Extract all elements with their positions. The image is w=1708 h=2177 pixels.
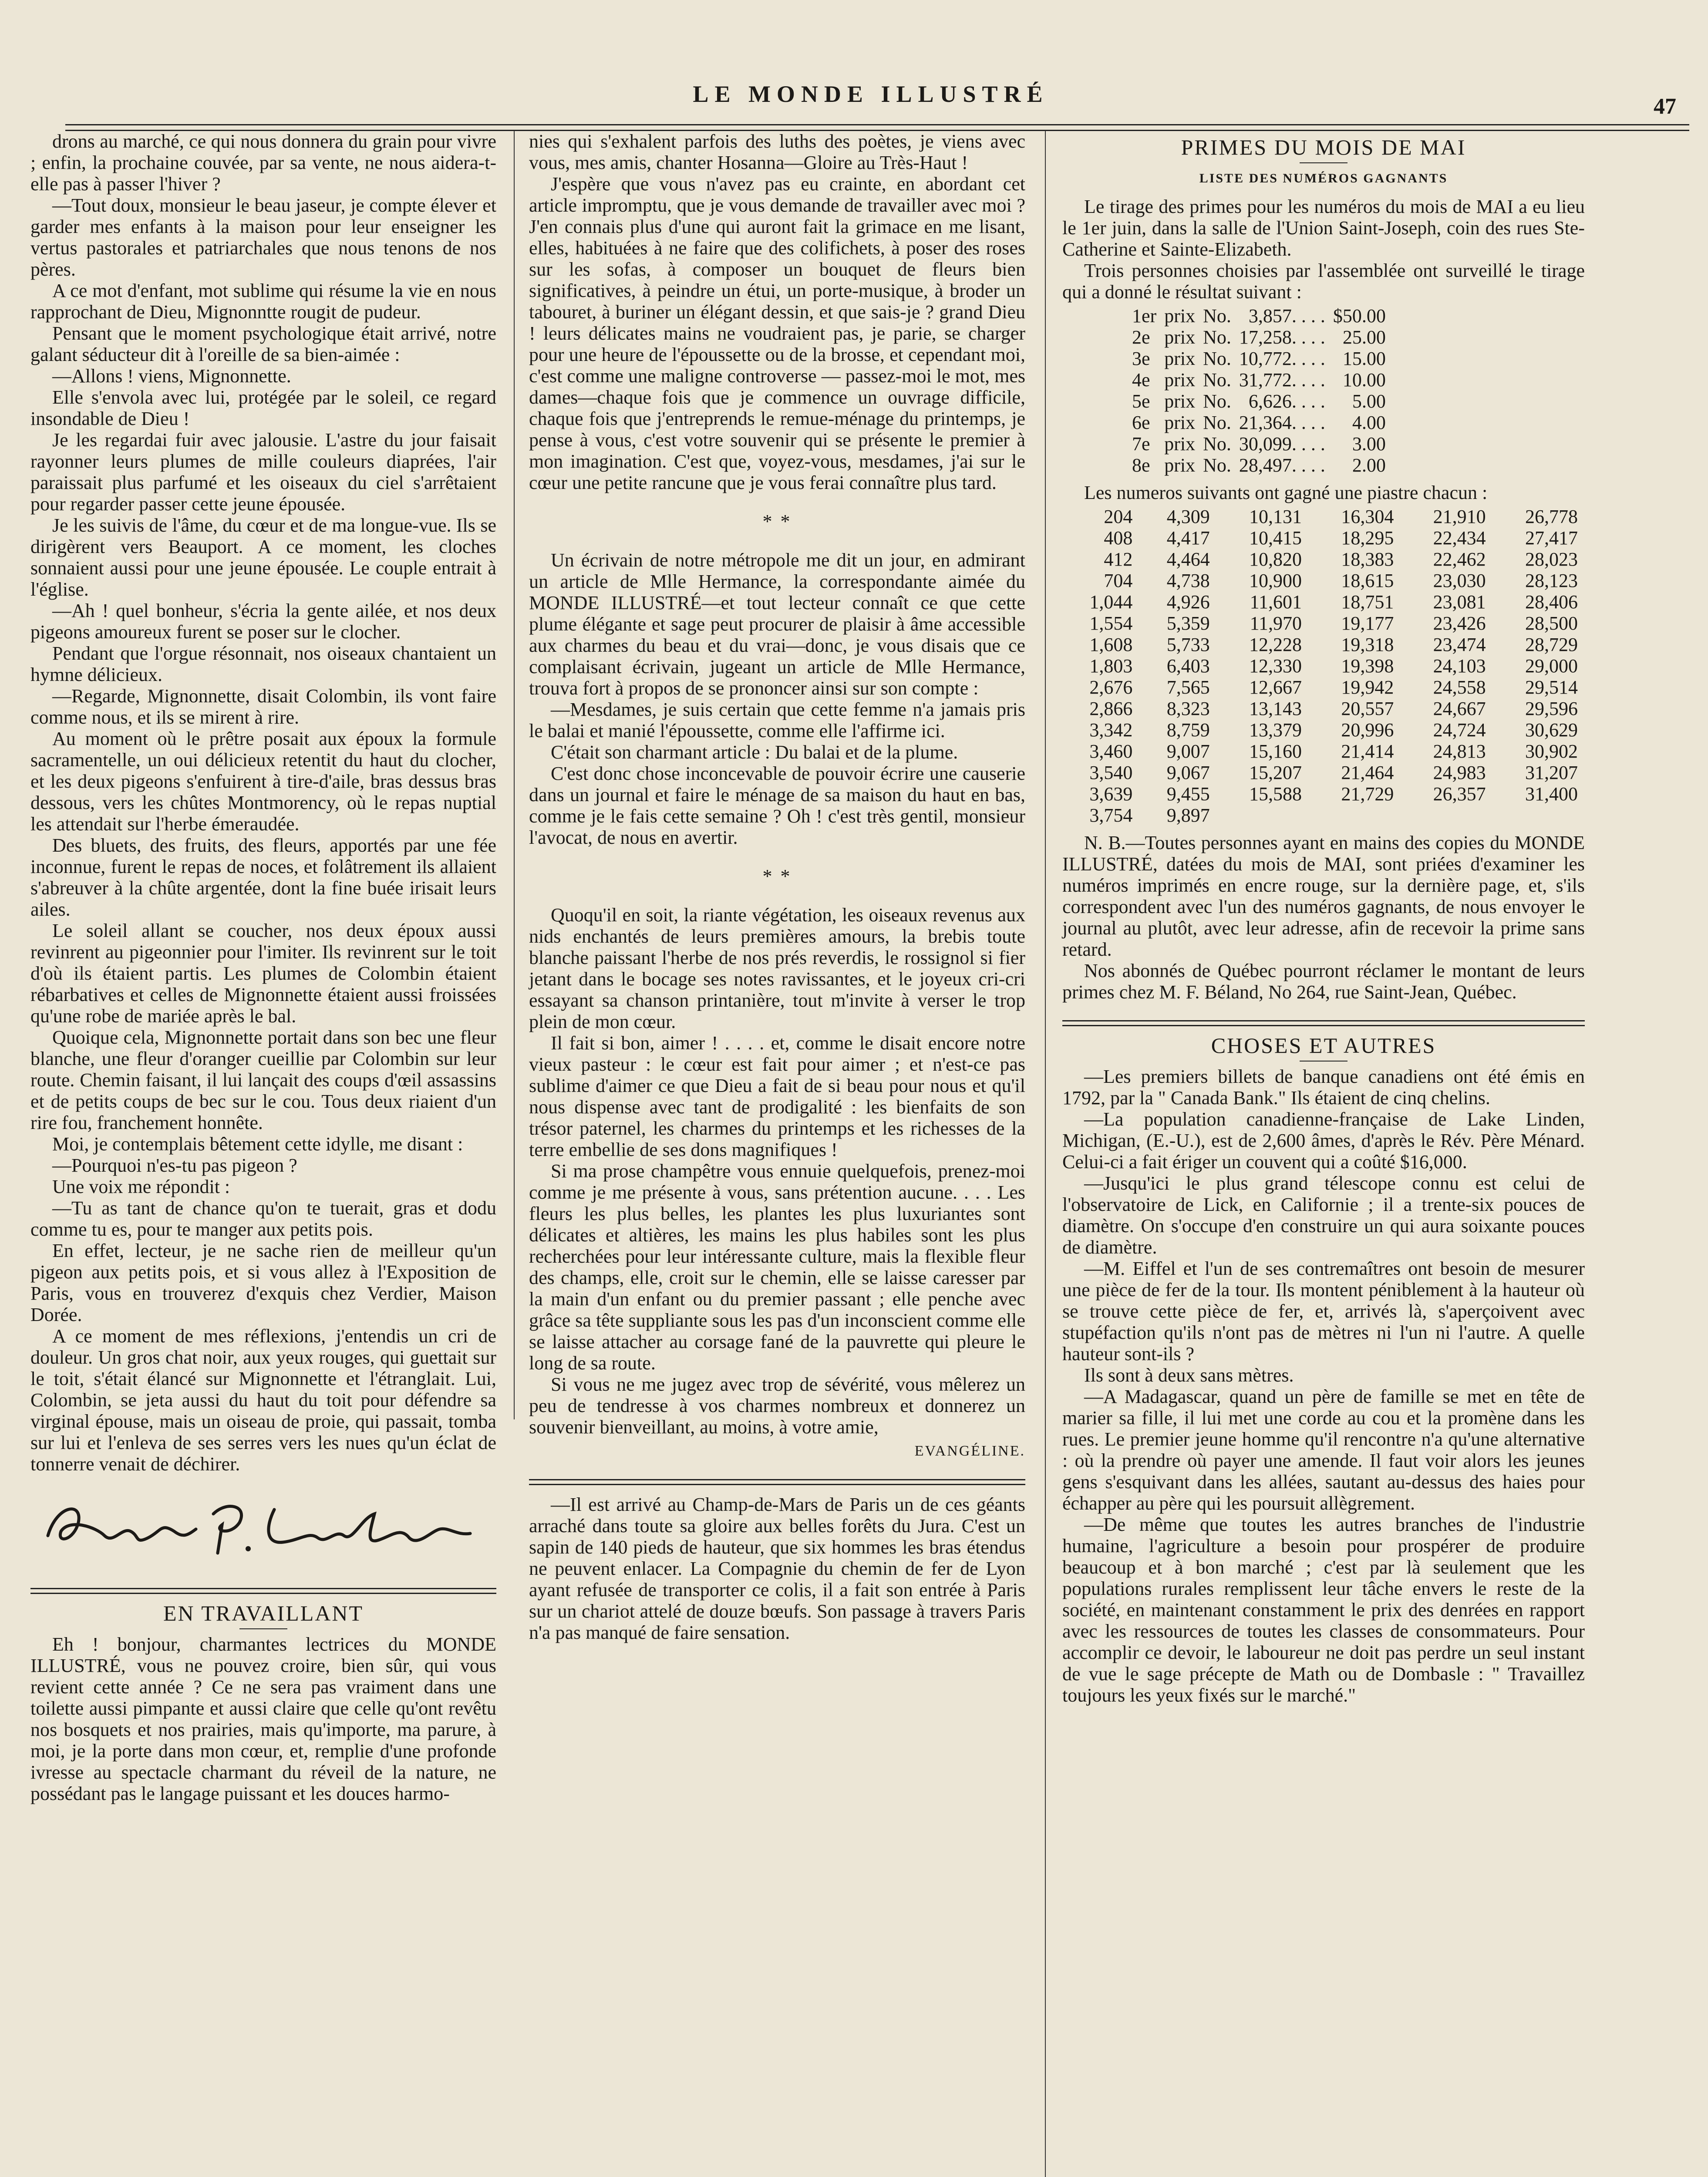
- paragraph: —A Madagascar, quand un père de famille se met en tête de marier sa fille, il lui met une corde au cou et la promène dans les rues. Le premier jeune homme qu'il rencontre n'a qu'une alternative : où la prendre où payer une amende. Il faut voir alors les jeunes gens s'esquivant dans les allées, sautant au-dessus des haies pour échapper au père qui les poursuit allègrement.: [1062, 1386, 1585, 1514]
- column-2: [529, 131, 1025, 1643]
- number-cell: 2,866: [1089, 698, 1133, 719]
- number-cell: 12,330: [1249, 655, 1302, 677]
- paragraph: Le soleil allant se coucher, nos deux époux aussi revinrent au pigeonnier pour l'imiter. Ils revinrent sur le toit d'où ils étaient partis. Les plumes de Colombin étaient rébarbatives et celles de Mignonnette étaient aussi froissées qu'une robe de mariée après le bal.: [30, 920, 496, 1027]
- paragraph: Eh ! bonjour, charmantes lectrices du MONDE ILLUSTRÉ, vous ne pouvez croire, bien sûr, qui vous revient cette année ? Ce ne sera pas vraiment dans une toilette aussi pimpante et aussi claire que celle qu'ont revêtu nos bosquets et nos prairies, mais qu'importe, ma parure, à moi, je la porte dans mon cœur, et, remplie d'une profonde ivresse au spectacle charmant du réveil de la nature, ne possédant pas le langage puissant et les douces harmo-: [30, 1634, 496, 1804]
- number-cell: 28,123: [1525, 570, 1578, 591]
- paragraph: Le tirage des primes pour les numéros du mois de MAI a eu lieu le 1er juin, dans la salle de l'Union Saint-Joseph, coin des rues Ste-Catherine et Sainte-Elizabeth.: [1062, 196, 1585, 260]
- paragraph: Les numeros suivants ont gagné une piastre chacun :: [1084, 482, 1488, 503]
- paragraph: Pensant que le moment psychologique était arrivé, notre galant séducteur dit à l'oreille de sa bien-aimée :: [30, 323, 496, 365]
- numbers-row: [1062, 634, 1585, 655]
- numbers-row: [1062, 591, 1585, 613]
- prize-row: [1132, 305, 1394, 327]
- number-cell: 10,900: [1249, 570, 1302, 591]
- number-cell: 3,639: [1089, 783, 1133, 805]
- handwritten-signature: [30, 1488, 496, 1570]
- prize-cell: 28,497. . . .: [1239, 455, 1325, 476]
- number-cell: 24,724: [1433, 719, 1486, 741]
- prize-cell: $50.00: [1333, 305, 1386, 327]
- prize-cell: prix: [1164, 348, 1196, 369]
- number-cell: 9,455: [1166, 783, 1210, 805]
- number-cell: 21,910: [1433, 506, 1486, 527]
- number-cell: 29,000: [1525, 655, 1578, 677]
- number-cell: 1,803: [1089, 655, 1133, 677]
- number-cell: 23,426: [1433, 613, 1486, 634]
- section-text: [30, 1634, 496, 1804]
- number-cell: 30,902: [1525, 741, 1578, 762]
- number-cell: 28,406: [1525, 591, 1578, 613]
- number-cell: 12,228: [1249, 634, 1302, 655]
- prize-cell: 3,857. . . .: [1248, 305, 1325, 327]
- prize-cell: 6,626. . . .: [1248, 391, 1325, 412]
- number-cell: 16,304: [1341, 506, 1394, 527]
- prize-cell: 10.00: [1342, 369, 1386, 391]
- number-cell: 10,820: [1249, 549, 1302, 570]
- prize-cell: 8e: [1132, 455, 1150, 476]
- paragraph: En effet, lecteur, je ne sache rien de meilleur qu'un pigeon aux petits pois, et si vous allez à l'Exposition de Paris, vous en trouverez d'exquis chez Verdier, Maison Dorée.: [30, 1240, 496, 1325]
- number-cell: 19,318: [1341, 634, 1394, 655]
- prize-cell: 15.00: [1342, 348, 1386, 369]
- header-rule: [65, 124, 1689, 131]
- prize-table: [1132, 305, 1394, 476]
- number-cell: 9,067: [1166, 762, 1210, 783]
- choses-title: CHOSES ET AUTRES: [1211, 1033, 1436, 1058]
- number-cell: 10,415: [1249, 527, 1302, 549]
- number-cell: 9,007: [1166, 741, 1210, 762]
- paragraph: Quoique cela, Mignonnette portait dans son bec une fleur blanche, une fleur d'oranger cueillie par Colombin sur leur route. Chemin faisant, il lui lançait des coups d'œil assassins et de petits coups de bec sur le cou. Tous deux riaient d'un rire fou, franchement honnête.: [30, 1027, 496, 1133]
- paragraph: drons au marché, ce qui nous donnera du grain pour vivre ; enfin, la prochaine couvée, par sa vente, ne nous aidera-t-elle pas à passer l'hiver ?: [30, 131, 496, 195]
- column-3: [1062, 131, 1585, 1706]
- number-cell: 26,357: [1433, 783, 1486, 805]
- number-cell: 4,926: [1166, 591, 1210, 613]
- paragraph: Si vous ne me jugez avec trop de sévérité, vous mêlerez un peu de tendresse à vos charmes nombreux et donnerez un souvenir bienveillant, au moins, à votre amie,: [529, 1374, 1025, 1438]
- prize-cell: prix: [1164, 305, 1196, 327]
- paragraph: Trois personnes choisies par l'assemblée ont surveillé le tirage qui a donné le résultat suivant :: [1062, 260, 1585, 303]
- number-cell: 408: [1104, 527, 1133, 549]
- paragraph: —M. Eiffel et l'un de ses contremaîtres ont besoin de mesurer une pièce de fer de la tour. Ils montent péniblement à la hauteur où se trouve cette pièce de fer, et, arrivés là, s'aperçoivent avec stupéfaction qu'ils n'ont pas de mètres ni l'un ni l'autre. A quelle hauteur sont-ils ?: [1062, 1258, 1585, 1365]
- prize-cell: 6e: [1132, 412, 1150, 433]
- prize-row: [1132, 327, 1394, 348]
- prize-cell: No.: [1203, 455, 1231, 476]
- number-cell: 28,500: [1525, 613, 1578, 634]
- number-cell: 3,540: [1089, 762, 1133, 783]
- numbers-row: [1062, 762, 1585, 783]
- number-cell: 4,464: [1166, 549, 1210, 570]
- paragraph: Un écrivain de notre métropole me dit un jour, en admirant un article de Mlle Hermance, la correspondante aimée du MONDE ILLUSTRÉ—et tout lecteur connaît ce que cette plume élégante et sage peut procurer de plaisir à âme accessible aux charmes du beau et du vrai—donc, je vous disais que ce complaisant écrivain, jugeant un article de Mlle Hermance, trouva fort à propos de se prononcer ainsi sur son compte :: [529, 549, 1025, 699]
- number-cell: 18,295: [1341, 527, 1394, 549]
- prize-row: [1132, 391, 1394, 412]
- numbers-row: [1062, 719, 1585, 741]
- numbers-row: [1062, 655, 1585, 677]
- prize-cell: 5.00: [1352, 391, 1386, 412]
- prize-cell: 1er: [1132, 305, 1157, 327]
- paragraph: —Tu as tant de chance qu'on te tuerait, gras et dodu comme tu es, pour te manger aux petits pois.: [30, 1197, 496, 1240]
- paragraph: Je les regardai fuir avec jalousie. L'astre du jour faisait rayonner leurs plumes de mille couleurs diaprées, l'air paraissait plus parfumé et les oiseaux du ciel s'arrêtaient pour regarder passer cette jeune épousée.: [30, 429, 496, 515]
- prize-row: [1132, 412, 1394, 433]
- paragraph: nies qui s'exhalent parfois des luths des poètes, je viens avec vous, mes amis, chanter Hosanna—Gloire au Très-Haut !: [529, 131, 1025, 173]
- paragraph: —Ah ! quel bonheur, s'écria la gente ailée, et nos deux pigeons amoureux furent se poser sur le clocher.: [30, 600, 496, 643]
- prize-cell: 3e: [1132, 348, 1150, 369]
- number-cell: 4,738: [1166, 570, 1210, 591]
- prize-cell: 5e: [1132, 391, 1150, 412]
- number-cell: 412: [1104, 549, 1133, 570]
- number-cell: 31,400: [1525, 783, 1578, 805]
- section-title: EN TRAVAILLANT: [163, 1601, 364, 1625]
- number-cell: 10,131: [1249, 506, 1302, 527]
- number-cell: 26,778: [1525, 506, 1578, 527]
- number-cell: 5,733: [1166, 634, 1210, 655]
- numbers-row: [1062, 613, 1585, 634]
- column-divider: [1045, 131, 1046, 2177]
- prize-cell: No.: [1203, 433, 1231, 455]
- paragraph: —Mesdames, je suis certain que cette femme n'a jamais pris le balai et manié l'époussette, comme elle l'affirme ici.: [529, 699, 1025, 741]
- paragraph: —Jusqu'ici le plus grand télescope connu est celui de l'observatoire de Lick, en Californie ; il a trente-six pouces de diamètre. On s'occupe d'en construire un qui aura soixante pouces de diamètre.: [1062, 1173, 1585, 1258]
- prize-row: [1132, 433, 1394, 455]
- short-rule: [1300, 162, 1348, 163]
- number-cell: 19,398: [1341, 655, 1394, 677]
- prize-cell: No.: [1203, 327, 1231, 348]
- paragraph: Ils sont à deux sans mètres.: [1084, 1365, 1294, 1386]
- prize-cell: prix: [1164, 433, 1196, 455]
- number-cell: 11,601: [1250, 591, 1302, 613]
- number-cell: 11,970: [1250, 613, 1302, 634]
- prize-cell: 3.00: [1352, 433, 1386, 455]
- prize-cell: 21,364. . . .: [1239, 412, 1325, 433]
- number-cell: 7,565: [1166, 677, 1210, 698]
- prize-cell: prix: [1164, 455, 1196, 476]
- short-rule: [1300, 1061, 1348, 1062]
- number-cell: 18,383: [1341, 549, 1394, 570]
- number-cell: 4,417: [1166, 527, 1210, 549]
- paragraph: Moi, je contemplais bêtement cette idylle, me disant :: [52, 1133, 463, 1155]
- number-cell: 6,403: [1166, 655, 1210, 677]
- numbers-row: [1062, 570, 1585, 591]
- number-cell: [1309, 805, 1401, 826]
- paragraph: —Tout doux, monsieur le beau jaseur, je compte élever et garder mes enfants à la maison pour leur enseigner les vertus pastorales et patriarchales que nous tenons de nos pères.: [30, 195, 496, 280]
- short-rule: [239, 1628, 287, 1629]
- prize-row: [1132, 348, 1394, 369]
- paragraph: —La population canadienne-française de Lake Linden, Michigan, (E.-U.), est de 2,600 âmes, d'après le Rév. Père Ménard. Celui-ci a fait ériger un couvent qui a coûté $16,000.: [1062, 1109, 1585, 1173]
- paragraph: Pendant que l'orgue résonnait, nos oiseaux chantaient un hymne délicieux.: [30, 643, 496, 685]
- number-cell: 24,103: [1433, 655, 1486, 677]
- section-separator: * *: [762, 511, 792, 532]
- paragraph: —Regarde, Mignonnette, disait Colombin, ils vont faire comme nous, et ils se mirent à rire.: [30, 685, 496, 728]
- number-cell: 4,309: [1166, 506, 1210, 527]
- number-cell: 1,554: [1089, 613, 1133, 634]
- primes-subtitle: LISTE DES NUMÉROS GAGNANTS: [1199, 171, 1448, 185]
- number-cell: 20,996: [1341, 719, 1394, 741]
- column-1: [30, 131, 496, 1804]
- paragraph: Quoqu'il en soit, la riante végétation, les oiseaux revenus aux nids enchantés de leurs premières amours, la brebis toute blanche paissant l'herbe de nos prés reverdis, le rossignol si fier jetant dans le bocage ses notes ravissantes, et le joyeux cri-cri essayant sa chanson printanière, tout m'invite à verser le trop plein de mon cœur.: [529, 904, 1025, 1032]
- number-cell: 27,417: [1525, 527, 1578, 549]
- number-cell: 24,558: [1433, 677, 1486, 698]
- number-cell: 24,667: [1433, 698, 1486, 719]
- masthead: LE MONDE ILLUSTRÉ: [693, 81, 1049, 107]
- page-header: [65, 81, 1676, 119]
- number-cell: 28,023: [1525, 549, 1578, 570]
- prize-cell: 4.00: [1352, 412, 1386, 433]
- prize-cell: prix: [1164, 369, 1196, 391]
- primes-title: PRIMES DU MOIS DE MAI: [1181, 135, 1466, 159]
- number-cell: 30,629: [1525, 719, 1578, 741]
- paragraph: N. B.—Toutes personnes ayant en mains des copies du MONDE ILLUSTRÉ, datées du mois de MAI, sont priées d'examiner les numéros imprimés en encre rouge, sur la dernière page, et, s'ils correspondent avec l'un des numéros gagnants, de nous envoyer le journal au plutôt, avec leur adresse, afin de recevoir la prime sans retard.: [1062, 832, 1585, 960]
- paragraph: —Pourquoi n'es-tu pas pigeon ?: [52, 1155, 297, 1176]
- number-cell: 18,615: [1341, 570, 1394, 591]
- prize-cell: 2.00: [1352, 455, 1386, 476]
- paragraph: —Allons ! viens, Mignonnette.: [52, 365, 291, 387]
- prize-cell: prix: [1164, 391, 1196, 412]
- prize-cell: No.: [1203, 369, 1231, 391]
- paragraph: Elle s'envola avec lui, protégée par le soleil, ce regard insondable de Dieu !: [30, 387, 496, 429]
- prize-cell: No.: [1203, 412, 1231, 433]
- numbers-row: [1062, 527, 1585, 549]
- number-cell: 23,474: [1433, 634, 1486, 655]
- number-cell: 3,460: [1089, 741, 1133, 762]
- paragraph: —Les premiers billets de banque canadiens ont été émis en 1792, par la " Canada Bank." Ils étaient de cinq chelins.: [1062, 1066, 1585, 1109]
- number-cell: 2,676: [1089, 677, 1133, 698]
- prize-cell: prix: [1164, 327, 1196, 348]
- numbers-row: [1062, 698, 1585, 719]
- number-cell: 28,729: [1525, 634, 1578, 655]
- number-cell: 15,207: [1249, 762, 1302, 783]
- number-cell: 12,667: [1249, 677, 1302, 698]
- number-cell: 24,983: [1433, 762, 1486, 783]
- page-number: 47: [1654, 94, 1676, 119]
- number-cell: 15,160: [1249, 741, 1302, 762]
- numbers-row: [1062, 741, 1585, 762]
- paragraph: Si ma prose champêtre vous ennuie quelquefois, prenez-moi comme je me présente à vous, sans prétention aucune. . . . Les fleurs les plus belles, les plantes les plus luxuriantes sont délicates et altières, les mains les plus habiles sont les plus recherchées pour leur intéressante culture, mais la flexible fleur des champs, elle, croit sur le chemin, elle se laisse caresser par la main d'un enfant ou du premier passant ; elle penche avec grâce sa tête suppliante sous les pas d'un inconscient comme elle se laisse attacher au corsage fané de la pauvrette qui pleure le long de sa route.: [529, 1160, 1025, 1374]
- prize-row: [1132, 369, 1394, 391]
- number-cell: 23,030: [1433, 570, 1486, 591]
- section-separator: * *: [762, 866, 792, 887]
- prize-cell: No.: [1203, 348, 1231, 369]
- number-cell: 24,813: [1433, 741, 1486, 762]
- number-cell: 3,342: [1089, 719, 1133, 741]
- number-cell: 8,759: [1166, 719, 1210, 741]
- number-cell: 29,514: [1525, 677, 1578, 698]
- prize-cell: 2e: [1132, 327, 1150, 348]
- number-cell: [1217, 805, 1309, 826]
- prize-cell: prix: [1164, 412, 1196, 433]
- paragraph: Une voix me répondit :: [52, 1176, 230, 1197]
- number-cell: 15,588: [1249, 783, 1302, 805]
- number-cell: 29,596: [1525, 698, 1578, 719]
- paragraph: Il fait si bon, aimer ! . . . . et, comme le disait encore notre vieux pasteur : le cœur est fait pour aimer ; et n'est-ce pas sublime d'aimer ce que Dieu a fait de si beau pour nous et qu'il nous dispense avec tant de prodigalité : les bienfaits de son trésor paternel, les charmes du printemps et les richesses de la terre embellie de ses dons magnifiques !: [529, 1032, 1025, 1160]
- number-cell: 13,143: [1249, 698, 1302, 719]
- column-divider: [514, 131, 515, 1419]
- paragraph: Des bluets, des fruits, des fleurs, apportés par une fée inconnue, furent le repas de noces, et folâtrement ils allaient s'abreuver à la chûte argentée, dont la fine buée irisait leurs ailes.: [30, 835, 496, 920]
- prize-cell: 10,772. . . .: [1239, 348, 1325, 369]
- number-cell: 18,751: [1341, 591, 1394, 613]
- number-cell: 13,379: [1249, 719, 1302, 741]
- section-rule: [529, 1479, 1025, 1485]
- paragraph: A ce mot d'enfant, mot sublime qui résume la vie en nous rapprochant de Dieu, Mignonntte rougit de pudeur.: [30, 280, 496, 323]
- paragraph: —Il est arrivé au Champ-de-Mars de Paris un de ces géants arraché dans toute sa gloire aux belles forêts du Jura. C'est un sapin de 140 pieds de hauteur, que six hommes les bras étendus ne peuvent enlacer. La Compagnie du chemin de fer de Lyon ayant refusée de transporter ce colis, il a fait son entrée à Paris sur un chariot attelé de douze bœufs. Son passage à travers Paris n'a pas manqué de faire sensation.: [529, 1494, 1025, 1643]
- prize-cell: 4e: [1132, 369, 1150, 391]
- numbers-row: [1062, 506, 1585, 527]
- number-cell: 1,044: [1089, 591, 1133, 613]
- signature-graphic: [30, 1488, 496, 1570]
- paragraph: A ce moment de mes réflexions, j'entendis un cri de douleur. Un gros chat noir, aux yeux rouges, qui guettait sur le toit, s'était élancé sur Mignonnette et l'étranglait. Lui, Colombin, se jeta aussi du haut du toit pour défendre sa virginal épouse, mais un oiseau de proie, qui passait, tomba sur lui et l'enleva de ses serres vers les nues qu'un éclat de tonnerre venait de déchirer.: [30, 1325, 496, 1475]
- story-text: [30, 131, 496, 1475]
- prize-cell: 31,772. . . .: [1239, 369, 1325, 391]
- numbers-row: [1062, 805, 1585, 826]
- paragraph: J'espère que vous n'avez pas eu crainte, en abordant cet article impromptu, que je vous demande de travailler avec moi ? J'en connais plus d'une qui auront fait la grimace en me lisant, elles, habituées à ne faire que des colifichets, à poser des roses sur les sofas, à composer un bouquet de fleurs bien significatives, à peindre un étui, un porte-musique, à broder un tabouret, à buriner un élégant dessin, et que sais-je ? grand Dieu ! leurs délicates mains ne voudraient pas, je parie, se charger pour une heure de l'époussette ou de la brosse, et cependant moi, c'est comme une maligne controverse — passez-moi le mot, mes dames—chaque fois que je commence un ouvrage difficile, chaque fois que j'entreprends le remue-ménage du printemps, je pense à vous, c'est votre souvenir qui se présente le premier à mon imagination. C'est que, voyez-vous, mesdames, j'ai sur le cœur une petite rancune que je vous ferai connaître plus tard.: [529, 173, 1025, 493]
- number-cell: 21,414: [1341, 741, 1394, 762]
- number-cell: 1,608: [1089, 634, 1133, 655]
- number-cell: 23,081: [1433, 591, 1486, 613]
- numbers-row: [1062, 677, 1585, 698]
- number-cell: 20,557: [1341, 698, 1394, 719]
- number-cell: 21,464: [1341, 762, 1394, 783]
- prize-row: [1132, 455, 1394, 476]
- number-cell: [1401, 805, 1492, 826]
- number-cell: 5,359: [1166, 613, 1210, 634]
- number-cell: 19,177: [1341, 613, 1394, 634]
- number-cell: [1493, 805, 1585, 826]
- paragraph: C'était son charmant article : Du balai et de la plume.: [551, 741, 958, 763]
- prize-cell: 30,099. . . .: [1239, 433, 1325, 455]
- numbers-row: [1062, 783, 1585, 805]
- prize-cell: 7e: [1132, 433, 1150, 455]
- section-rule: [30, 1588, 496, 1594]
- number-cell: 22,462: [1433, 549, 1486, 570]
- paragraph: Je les suivis de l'âme, du cœur et de ma longue-vue. Ils se dirigèrent vers Beauport. A ce moment, les cloches sonnaient aussi pour une jeune épousée. Le couple entrait à l'église.: [30, 515, 496, 600]
- number-cell: 21,729: [1341, 783, 1394, 805]
- author-signature: EVANGÉLINE.: [914, 1443, 1025, 1459]
- winning-numbers-table: [1062, 506, 1585, 826]
- number-cell: 9,897: [1166, 805, 1210, 826]
- prize-cell: 17,258. . . .: [1239, 327, 1325, 348]
- prize-cell: No.: [1203, 305, 1231, 327]
- paragraph: Nos abonnés de Québec pourront réclamer le montant de leurs primes chez M. F. Béland, No 264, rue Saint-Jean, Québec.: [1062, 960, 1585, 1003]
- number-cell: 8,323: [1166, 698, 1210, 719]
- number-cell: 204: [1104, 506, 1133, 527]
- numbers-row: [1062, 549, 1585, 570]
- number-cell: 704: [1104, 570, 1133, 591]
- paragraph: —De même que toutes les autres branches de l'industrie humaine, l'agriculture a besoin pour prospérer de produire beaucoup et à bon marché ; c'est par là seulement que les populations rurales remplissent leur tâche envers le reste de la société, en maintenant constamment le prix des denrées en rapport avec les ressources de toutes les classes de consommateurs. Pour accomplir ce devoir, le laboureur ne doit pas perdre un seul instant de vue le sage précepte de Math ou de Dombasle : " Travaillez toujours les yeux fixés sur le marché.": [1062, 1514, 1585, 1706]
- prize-cell: No.: [1203, 391, 1231, 412]
- number-cell: 3,754: [1089, 805, 1133, 826]
- paragraph: C'est donc chose inconcevable de pouvoir écrire une causerie dans un journal et faire le ménage de sa maison du haut en bas, comme je le fais cette semaine ? Oh ! c'est très gentil, monsieur l'avocat, de nous en avertir.: [529, 763, 1025, 848]
- paragraph: Au moment où le prêtre posait aux époux la formule sacramentelle, un oui délicieux retentit du haut du clocher, et les deux pigeons s'enfuirent à tire-d'aile, bras dessus bras dessous, vers les chûtes Montmorency, où le repas nuptial les attendait sur l'herbe émeraudée.: [30, 728, 496, 835]
- number-cell: 31,207: [1525, 762, 1578, 783]
- number-cell: 22,434: [1433, 527, 1486, 549]
- section-rule: [1062, 1020, 1585, 1026]
- prize-cell: 25.00: [1342, 327, 1386, 348]
- number-cell: 19,942: [1341, 677, 1394, 698]
